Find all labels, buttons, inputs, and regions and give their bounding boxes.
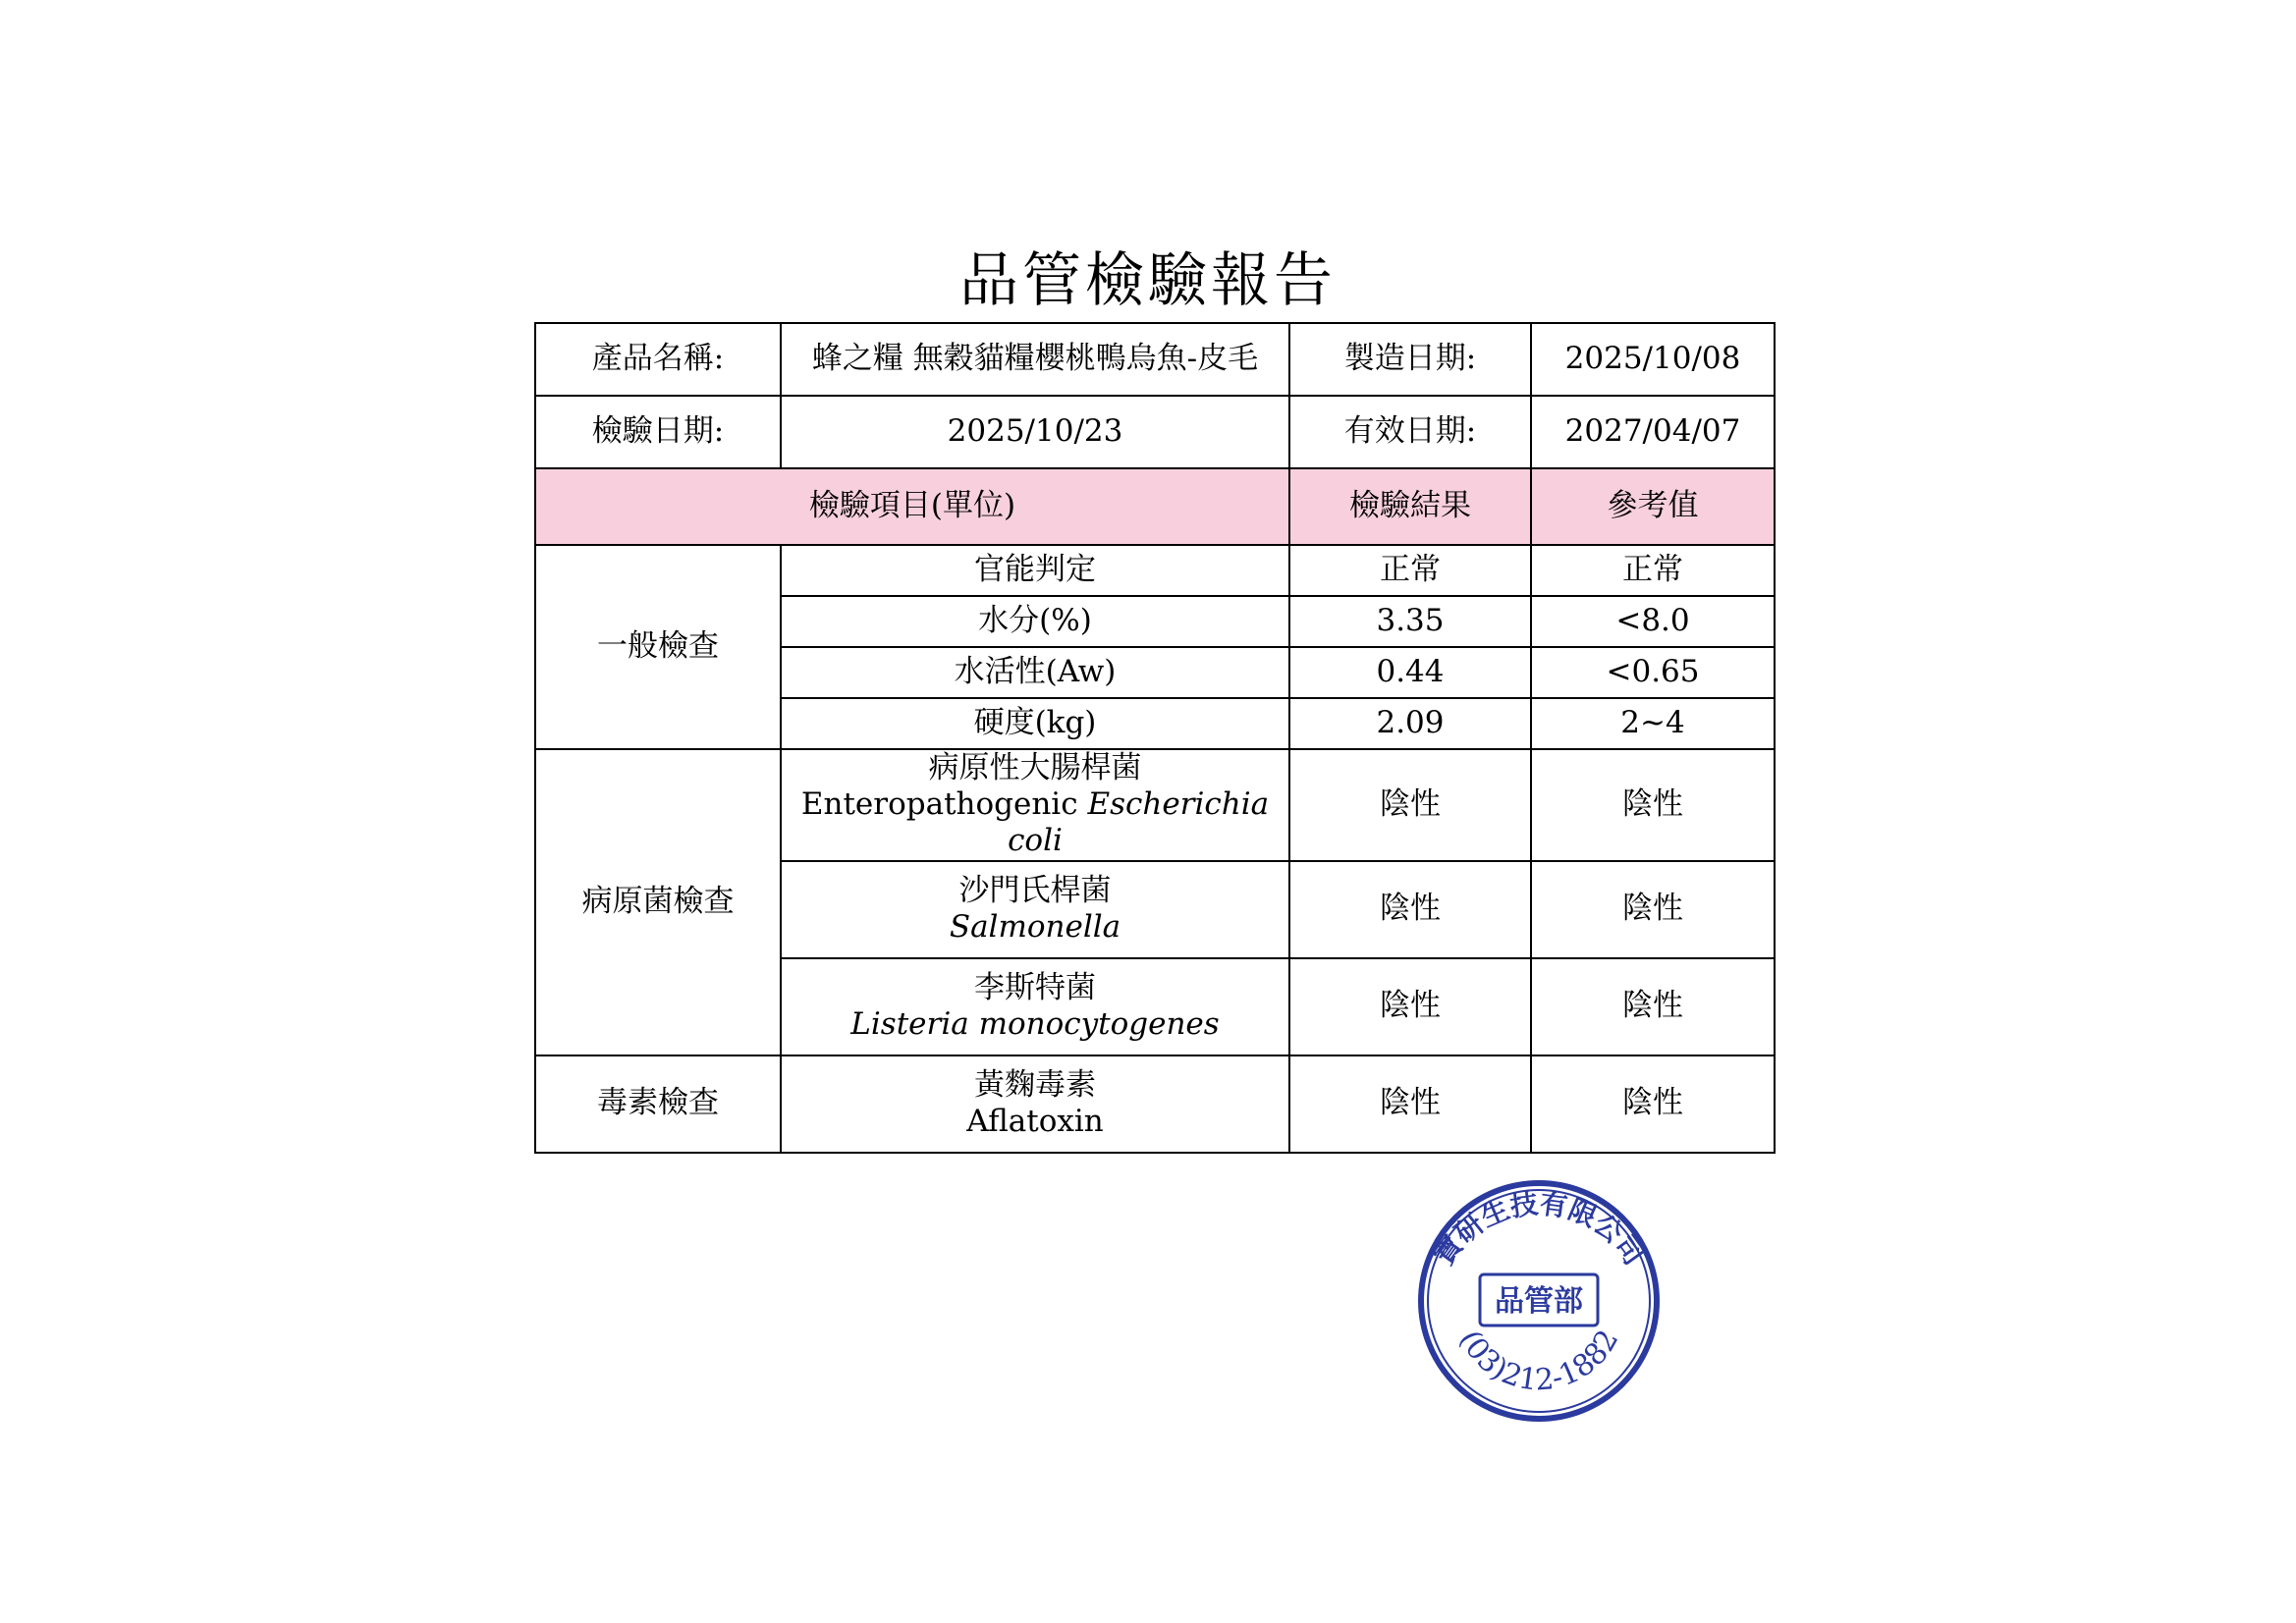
header-reference: 參考值 [1531, 468, 1775, 545]
table-row [535, 749, 1775, 861]
stamp-company-name-path: 寶研生技有限公司 [1427, 1187, 1651, 1271]
table-header [535, 468, 1775, 545]
report-title: 品管檢驗報告 [959, 246, 1337, 315]
reference-value: 陰性 [1531, 1055, 1775, 1153]
item-name-zh: 病原性大腸桿菌 [928, 750, 1142, 785]
company-seal-stamp [1416, 1178, 1662, 1424]
info-row-dates [535, 396, 1775, 468]
item-name-zh: 李斯特菌 [974, 969, 1096, 1005]
reference-value: <0.65 [1531, 647, 1775, 698]
test-result: 正常 [1289, 545, 1531, 596]
reference-value: 陰性 [1531, 861, 1775, 958]
table-row [535, 545, 1775, 596]
table-row [535, 1055, 1775, 1153]
test-item [781, 1055, 1289, 1153]
test-item: 水活性(Aw) [781, 647, 1289, 698]
stamp-phone-path: (03)212-1882 [1451, 1324, 1626, 1398]
test-result: 2.09 [1289, 698, 1531, 749]
test-date-label: 檢驗日期: [535, 396, 781, 468]
mfg-date-value: 2025/10/08 [1531, 323, 1775, 396]
item-name-zh: 沙門氏桿菌 [958, 872, 1112, 908]
test-item [781, 861, 1289, 958]
test-result: 陰性 [1289, 958, 1531, 1055]
info-row-product [535, 323, 1775, 396]
reference-value: 2~4 [1531, 698, 1775, 749]
test-result: 0.44 [1289, 647, 1531, 698]
test-result: 陰性 [1289, 1055, 1531, 1153]
reference-value: 陰性 [1531, 749, 1775, 861]
test-item: 硬度(kg) [781, 698, 1289, 749]
item-name-en [782, 1006, 1288, 1043]
test-date-value: 2025/10/23 [781, 396, 1289, 468]
exp-date-value: 2027/04/07 [1531, 396, 1775, 468]
item-name-en-scientific: Listeria monocytogenes [850, 1006, 1220, 1043]
test-item: 官能判定 [781, 545, 1289, 596]
header-item: 檢驗項目(單位) [535, 468, 1289, 545]
item-name-zh: 黃麴毒素 [974, 1066, 1096, 1103]
header-result: 檢驗結果 [1289, 468, 1531, 545]
stamp-department: 品管部 [1495, 1284, 1583, 1319]
category-general: 一般檢查 [535, 545, 781, 749]
exp-date-label: 有效日期: [1289, 396, 1531, 468]
item-name-en-plain: Enteropathogenic [800, 786, 1088, 823]
stamp-company-name [1427, 1187, 1650, 1271]
mfg-date-label: 製造日期: [1289, 323, 1531, 396]
category-pathogen: 病原菌檢查 [535, 749, 781, 1055]
item-name-en: Aflatoxin [966, 1104, 1104, 1140]
reference-value: 正常 [1531, 545, 1775, 596]
test-item [781, 958, 1289, 1055]
item-name-en-scientific: Escherichia coli [1008, 786, 1270, 859]
reference-value: 陰性 [1531, 958, 1775, 1055]
item-name-en [782, 786, 1288, 859]
stamp-phone [1452, 1325, 1626, 1398]
test-result: 陰性 [1289, 861, 1531, 958]
test-item: 水分(%) [781, 596, 1289, 647]
product-value: 蜂之糧 無穀貓糧櫻桃鴨烏魚-皮毛 [781, 323, 1289, 396]
test-result: 3.35 [1289, 596, 1531, 647]
category-toxin: 毒素檢查 [535, 1055, 781, 1153]
test-result: 陰性 [1289, 749, 1531, 861]
item-name-en [782, 909, 1288, 946]
test-item [781, 749, 1289, 861]
item-name-en-scientific: Salmonella [949, 909, 1121, 946]
product-label: 產品名稱: [535, 323, 781, 396]
report-table [534, 322, 1776, 1154]
reference-value: <8.0 [1531, 596, 1775, 647]
